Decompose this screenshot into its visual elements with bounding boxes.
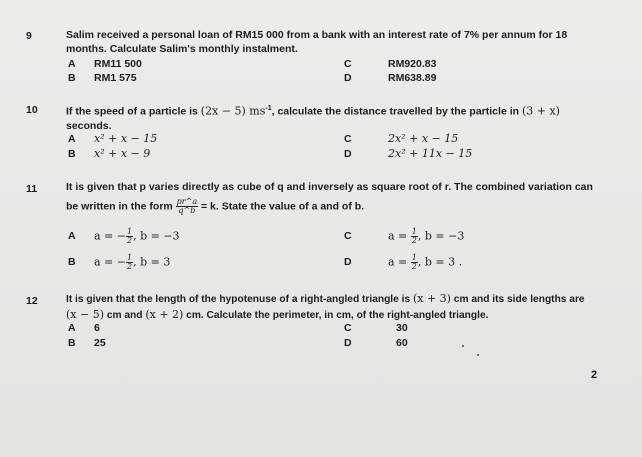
option-d[interactable]: D a = $\frac{1}{2}$ , b = 3 .	[344, 253, 463, 271]
stem-line: If the speed of a particle is (2x − 5) $ms^{-1}$, calculate the distance travelled by the particle in (3 + x)	[66, 104, 560, 118]
question-number: 11	[26, 183, 38, 195]
option-d[interactable]: D 2x² + 11x − 15	[344, 147, 473, 160]
option-a[interactable]: A RM11 500	[68, 58, 142, 70]
question-stem	[66, 28, 567, 56]
scan-speck	[477, 354, 479, 356]
form-fraction: $\frac{pr\^{}a}{q\^{}b}$	[176, 197, 198, 215]
question-stem	[66, 292, 585, 323]
stem-line: months. Calculate Salim's monthly instalment.	[66, 43, 298, 55]
option-b[interactable]: B x² + x − 9	[68, 147, 151, 160]
stem-line: (x − 5) cm and (x + 2) cm. Calculate the perimeter, in cm, of the right-angled triangle.	[66, 308, 489, 321]
option-c[interactable]: C a = $\frac{1}{2}$ , b = −3	[344, 227, 465, 245]
question-stem	[66, 180, 593, 215]
option-b[interactable]: B RM1 575	[68, 72, 137, 84]
stem-line: It is given that the length of the hypotenuse of a right-angled triangle is (x + 3) cm and its side lengths are	[66, 292, 585, 305]
option-a[interactable]: A a = − $\frac{1}{2}$ , b = −3	[68, 227, 180, 245]
option-d[interactable]: D 60	[344, 337, 408, 349]
question-number: 12	[26, 295, 38, 307]
question-number: 10	[26, 104, 38, 116]
stem-line: It is given that p varies directly as cube of q and inversely as square root of r. The combined variation can	[66, 181, 593, 193]
option-b[interactable]: B 25	[68, 337, 106, 349]
scan-speck	[462, 345, 464, 347]
option-c[interactable]: C 2x² + x − 15	[344, 132, 459, 145]
stem-line: be written in the form $\frac{pr\^{}a}{q\^{}b}$ = k. State the value of a and of b.	[66, 197, 365, 215]
option-c[interactable]: C RM920.83	[344, 58, 437, 70]
option-a[interactable]: A x² + x − 15	[68, 132, 158, 145]
question-number: 9	[26, 30, 32, 42]
option-c[interactable]: C 30	[344, 322, 408, 334]
stem-line: Salim received a personal loan of RM15 000 from a bank with an interest rate of 7% per annum for 18	[66, 29, 568, 41]
question-stem	[66, 102, 560, 133]
option-d[interactable]: D RM638.89	[344, 72, 437, 84]
option-b[interactable]: B a = − $\frac{1}{2}$ , b = 3	[68, 253, 171, 271]
stem-line: seconds.	[66, 119, 112, 132]
option-a[interactable]: A 6	[68, 322, 100, 334]
page-number: 2	[591, 369, 598, 381]
